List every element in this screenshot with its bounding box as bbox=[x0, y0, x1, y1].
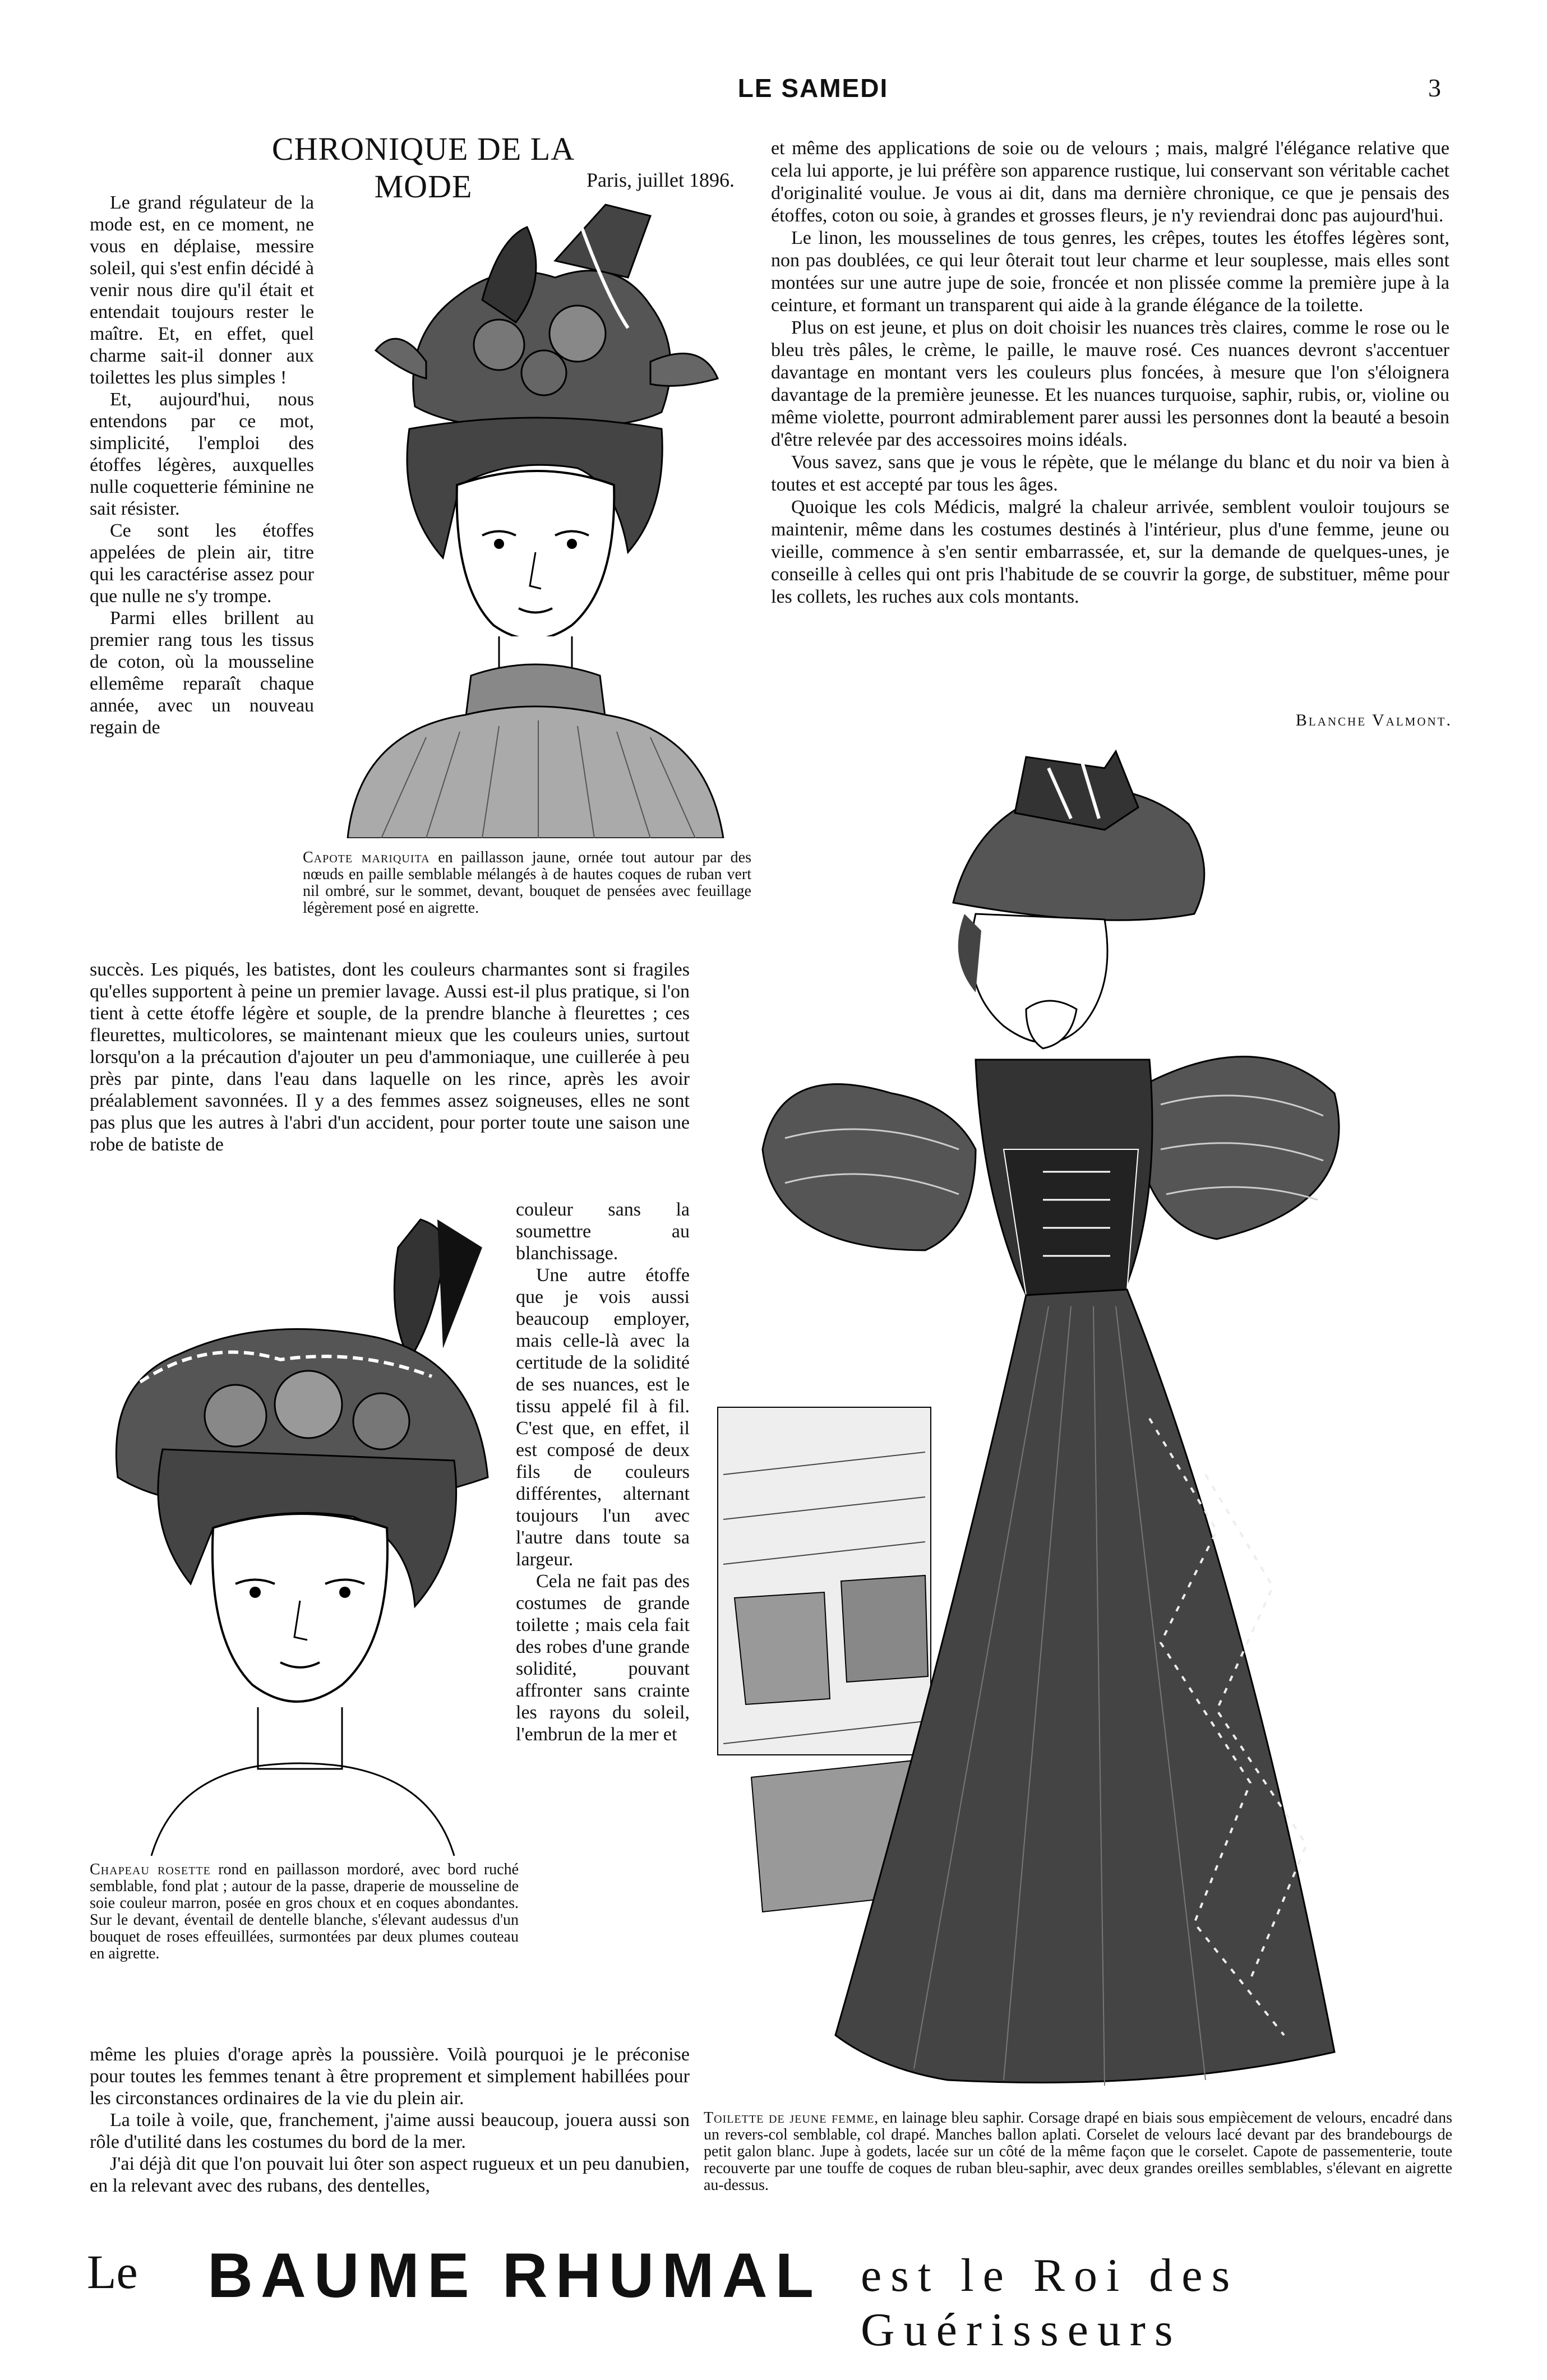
footer-advertisement bbox=[87, 2237, 1455, 2356]
capote-caption bbox=[303, 849, 751, 917]
author-signature: Blanche Valmont. bbox=[1295, 711, 1452, 729]
paragraph: Vous savez, sans que je vous le répète, que le mélange du blanc et du noir va bien à toutes et est accepté par tous les âges. bbox=[771, 452, 1449, 495]
article-title: CHRONIQUE DE LA MODE bbox=[271, 131, 575, 205]
paragraph: Le grand régulateur de la mode est, en ce moment, ne vous en déplaise, messire soleil, qui s'est enfin décidé à venir nous dire qu'il était et entendait toujours rester le maître. Et, en effet, quel charme sait-il donner aux toilettes les plus simples ! bbox=[90, 192, 314, 388]
toilette-caption bbox=[704, 2110, 1452, 2194]
caption-text: , en lainage bleu saphir. Corsage drapé en biais sous empiècement de velours, encadré dans un revers-col semblable, col drapé. Manches ballon aplati. Corselet de velours lacé devant par des brandebourgs de petit galon blanc. Jupe à godets, lacée sur un côté de la même façon que le corselet. Capote de passementerie, toute recouverte par une touffe de coques de ruban bleu-saphir, avec deux grandes oreilles semblables, s'élevant en aigrette au-dessus. bbox=[704, 2109, 1452, 2194]
ad-brand: BAUME RHUMAL bbox=[207, 2240, 822, 2310]
paragraph: succès. Les piqués, les batistes, dont les couleurs charmantes sont si fragiles qu'elles supportent à peine un premier lavage. Aussi est-il plus pratique, si l'on tient à cette étoffe légère et souple, de la prendre blanche à fleurettes ; ces fleurettes, multicolores, se maintenant mieux que les couleurs unies, surtout lorsqu'on a la précaution d'ajouter un peu d'ammoniaque, une cuillerée à peu près par pinte, dans l'eau dans laquelle on les rince, après les avoir préalablement savonnées. Il y a des femmes assez soigneuses, elles ne sont pas plus que les autres à l'abri d'un accident, pour porter toute une saison une robe de batiste de bbox=[90, 959, 690, 1155]
paragraph: même les pluies d'orage après la poussière. Voilà pourquoi je le préconise pour toutes les femmes tenant à être proprement et simplement habillées pour les circonstances ordinaires de la vie du plein air. bbox=[90, 2044, 690, 2109]
body-narrow-2 bbox=[516, 1199, 690, 1745]
paragraph: couleur sans la soumettre au blanchissage. bbox=[516, 1199, 690, 1264]
engraving-hat-woman-1 bbox=[314, 193, 751, 838]
capote-mariquita-illustration bbox=[314, 193, 751, 838]
paragraph: et même des applications de soie ou de velours ; mais, malgré l'élégance relative que cela lui apporte, je lui préfère son apparence rustique, lui conservant son véritable cachet d'originalité voulue. Je vous ai dit, dans ma dernière chronique, ce que je pensais des étoffes, coton ou soie, à grandes et grosses fleurs, je n'y reviendrai donc pas aujourd'hui. bbox=[771, 138, 1449, 226]
paragraph: Quoique les cols Médicis, malgré la chaleur arrivée, semblent vouloir toujours se maintenir, même dans les costumes destinés à l'intérieur, plus d'une femme, jeune ou vieille, commence à s'en sentir embarrassée, et, sur la demande de quelques-unes, je conseille à celles qui ont pris l'habitude de se couvrir la gorge, de substituer, même pour les collets, les ruches aux cols montants. bbox=[771, 497, 1449, 607]
paragraph: Cela ne fait pas des costumes de grande toilette ; mais cela fait des robes d'une grande solidité, pouvant affronter sans crainte les rayons du soleil, l'embrun de la mer et bbox=[516, 1571, 690, 1745]
paragraph: Le linon, les mousselines de tous genres, les crêpes, toutes les étoffes légères sont, non pas doublées, ce qui leur ôterait tout leur charme et leur souplesse, mais elles sont montées sur une autre jupe de soie, froncée et non plissée comme la première jupe à la ceinture, et formant un transparent qui aide à la grande élégance de la toilette. bbox=[771, 228, 1449, 316]
paragraph: Et, aujourd'hui, nous entendons par ce mot, simplicité, l'emploi des étoffes légères, auxquelles nulle coquetterie féminine ne sait résister. bbox=[90, 389, 314, 519]
body-right-column bbox=[771, 137, 1449, 608]
caption-lead: Toilette de jeune femme bbox=[704, 2109, 875, 2127]
engraving-hat-woman-2 bbox=[95, 1214, 510, 1856]
lead-column bbox=[90, 192, 314, 738]
paragraph: Parmi elles brillent au premier rang tous les tissus de coton, où la mousseline ellemême reparaît chaque année, avec un nouveau regain de bbox=[90, 608, 314, 738]
dateline: Paris, juillet 1896. bbox=[587, 169, 735, 191]
toilette-illustration bbox=[712, 746, 1458, 2102]
running-title: LE SAMEDI bbox=[737, 73, 889, 103]
chapeau-caption bbox=[90, 1861, 519, 1962]
paragraph: La toile à voile, que, franchement, j'aime aussi beaucoup, jouera aussi son rôle d'utilité dans les costumes du bord de la mer. bbox=[90, 2110, 690, 2152]
paragraph: Plus on est jeune, et plus on doit choisir les nuances très claires, comme le rose ou le bleu très pâles, le crème, le paille, le mauve rosé. Ces nuances devront s'accentuer davantage en montant vers les couleurs plus foncées, à mesure que l'on s'éloignera davantage de la première jeunesse. Et les nuances turquoise, saphir, rubis, or, violine ou même violette, pourront admirablement parer aussi les personnes dont la beauté a besoin d'être relevée par des accessoires moins idéals. bbox=[771, 317, 1449, 450]
caption-lead: Capote mariquita bbox=[303, 849, 430, 866]
caption-lead: Chapeau rosette bbox=[90, 1861, 211, 1878]
chapeau-rosette-illustration bbox=[95, 1214, 510, 1856]
paragraph: Ce sont les étoffes appelées de plein air, titre qui les caractérise assez pour que nulle ne s'y trompe. bbox=[90, 520, 314, 607]
body-wide-1 bbox=[90, 959, 690, 1156]
paragraph: Une autre étoffe que je vois aussi beaucoup employer, mais celle-là avec la certitude de la solidité de ses nuances, est le tissu appelé fil à fil. C'est que, en effet, il est composé de deux fils de couleurs différentes, alternant toujours l'un avec l'autre dans toute sa largeur. bbox=[516, 1265, 690, 1570]
page-header bbox=[0, 0, 1547, 112]
page-number: 3 bbox=[1428, 73, 1441, 102]
engraving-woman-dress bbox=[712, 746, 1458, 2102]
caption-text: rond en paillasson mordoré, avec bord ruché semblable, fond plat ; autour de la passe, draperie de mousseline de soie couleur marron, posée en gros choux et en coques abondantes. Sur le devant, éventail de dentelle blanche, s'élevant audessus d'un bouquet de roses effeuillées, surmontées par deux plumes couteau en aigrette. bbox=[90, 1861, 519, 1962]
ad-slogan: est le Roi des Guérisseurs bbox=[861, 2249, 1239, 2356]
caption-text: en paillasson jaune, ornée tout autour par des nœuds en paille semblable mélangés à de hautes coques de ruban vert nil ombré, sur le sommet, devant, bouquet de pensées avec feuillage légèrement posé en aigrette. bbox=[303, 849, 751, 917]
paragraph: J'ai déjà dit que l'on pouvait lui ôter son aspect rugueux et un peu danubien, en la relevant avec des rubans, des dentelles, bbox=[90, 2153, 690, 2196]
body-wide-3 bbox=[90, 2044, 690, 2197]
ad-prefix: Le bbox=[87, 2245, 138, 2299]
